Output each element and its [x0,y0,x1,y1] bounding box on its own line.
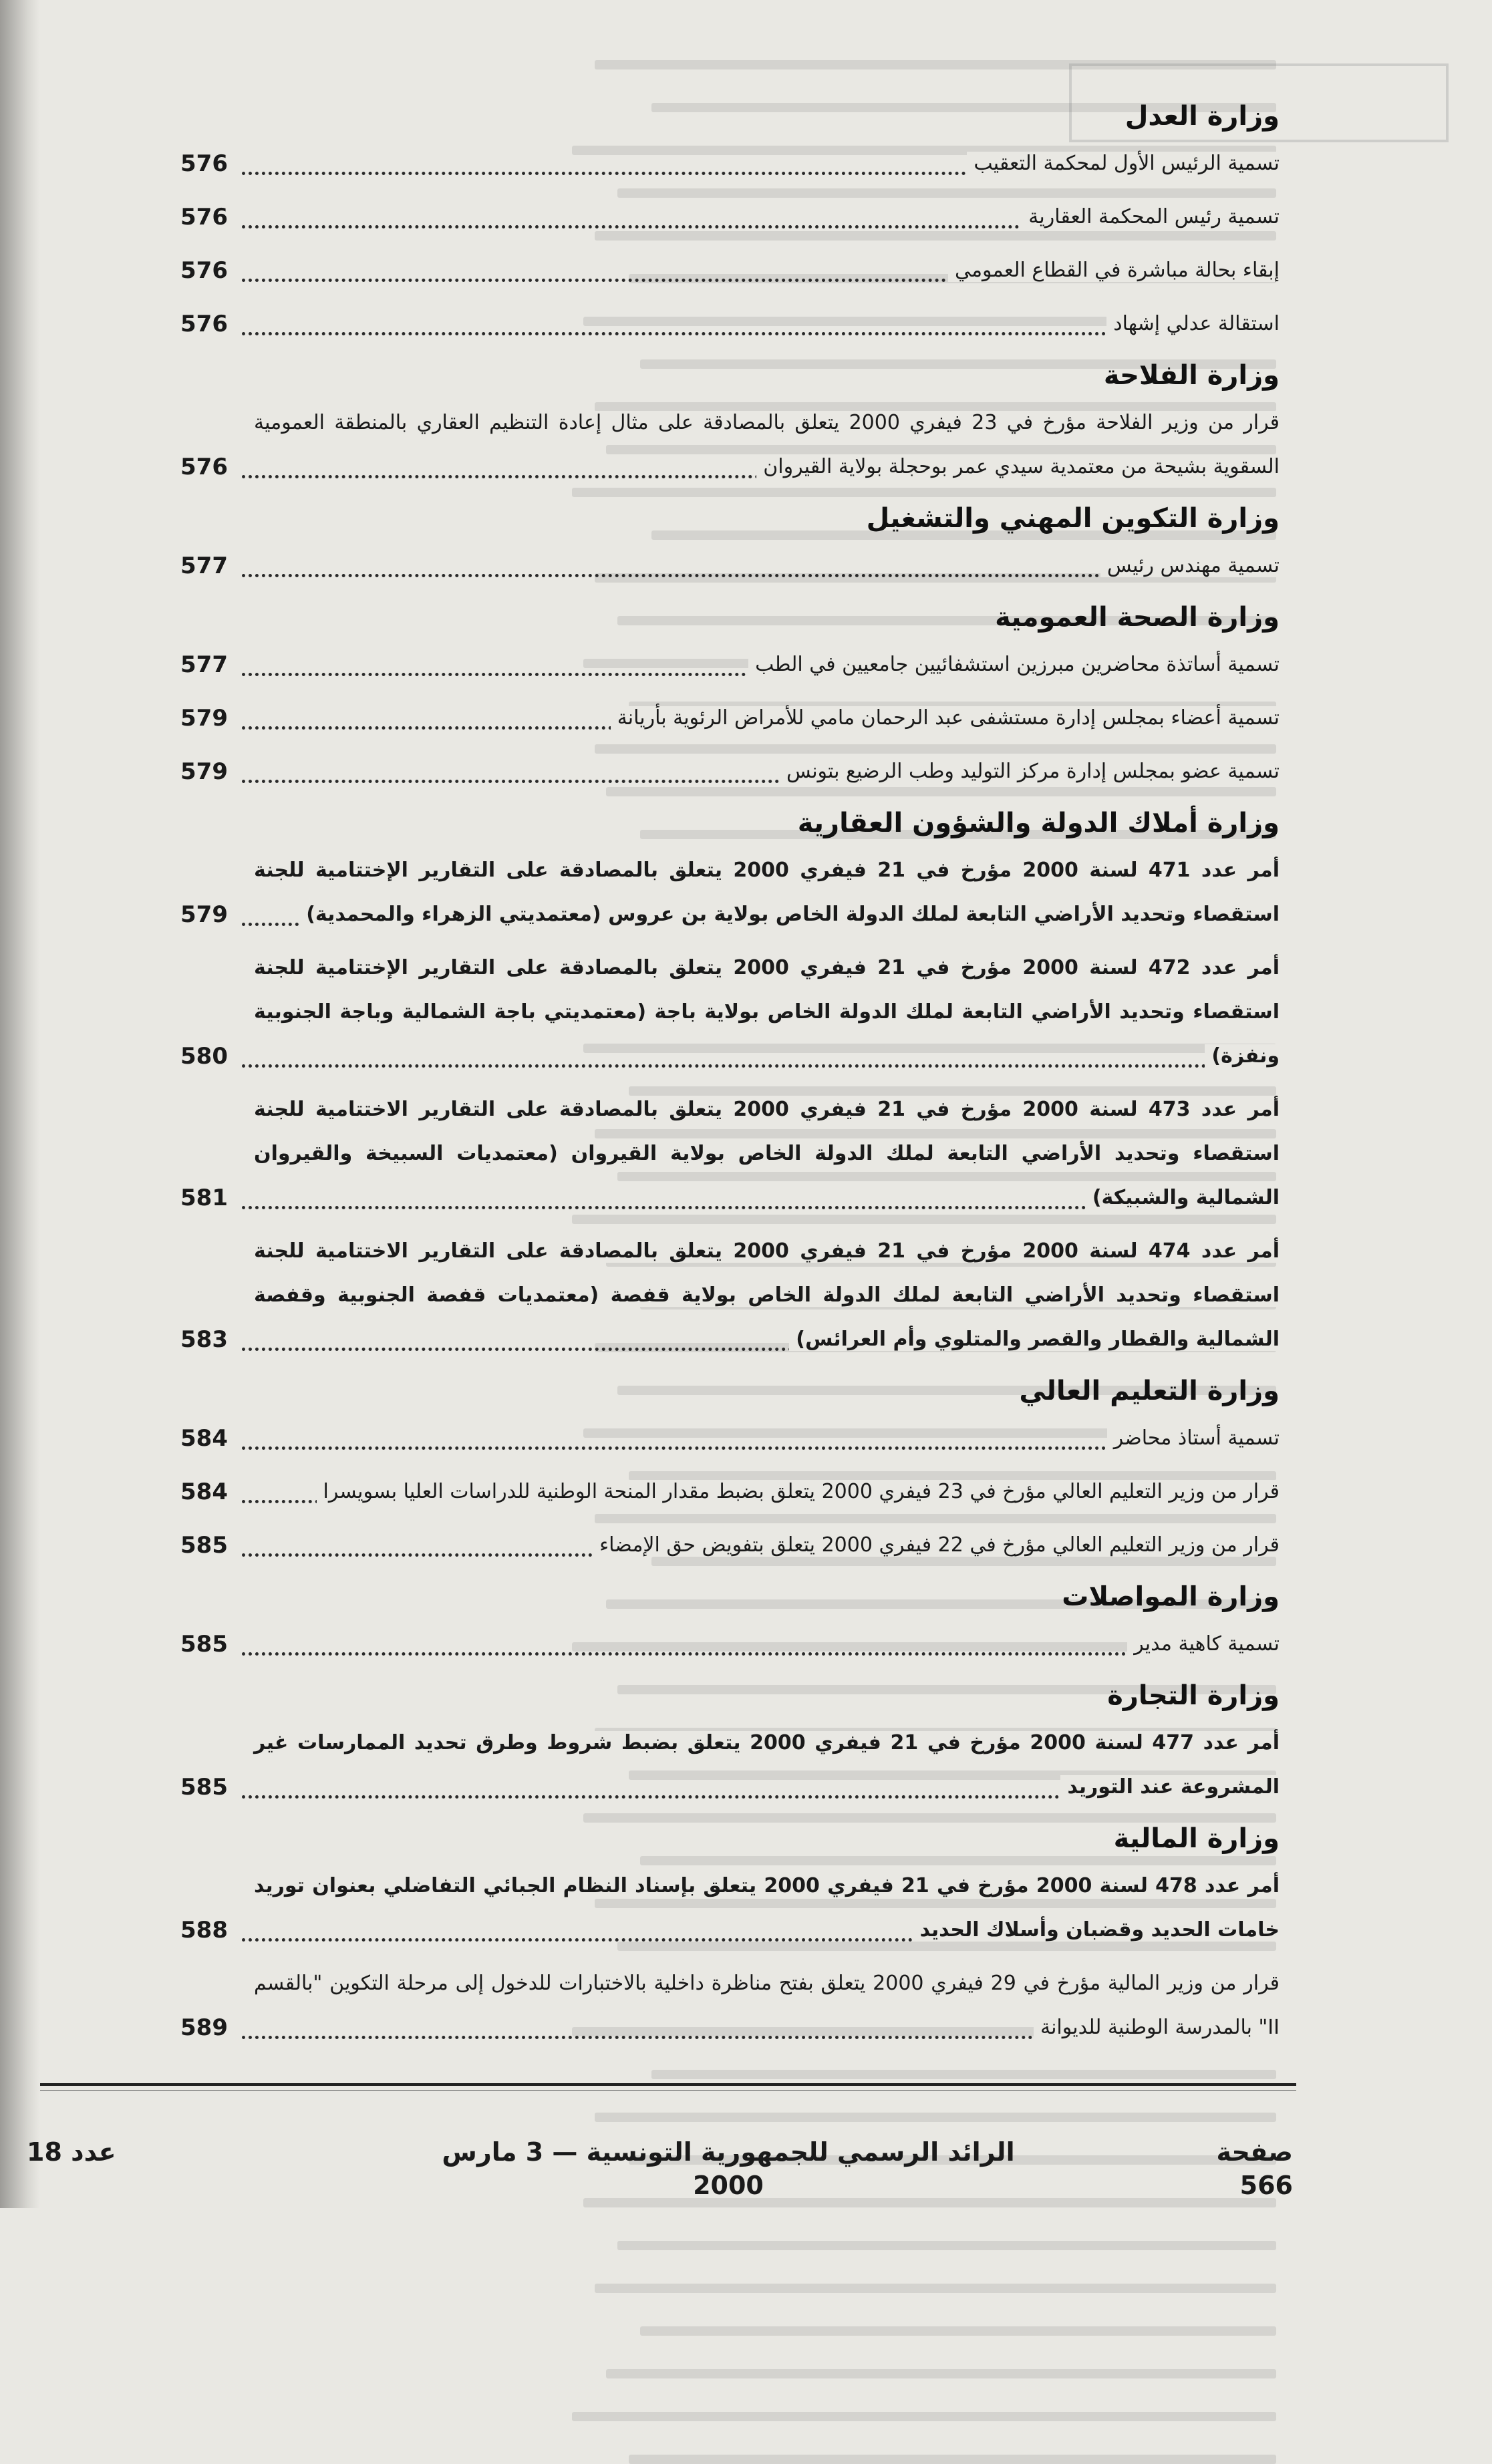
entry-title: قرار من وزير المالية مؤرخ في 29 فيفري 2000 يتعلق بفتح مناظرة داخلية بالاختبارات للدخول إلى مرحلة التكوين "بالقسم II" بالمدرسة الوطنية للديوانة [254,1972,1280,2039]
toc-section [180,1819,1280,2050]
toc-entry [180,1416,1280,1460]
footer-rule-thin [40,2090,1296,2091]
toc-entry [180,750,1280,794]
entry-title: تسمية أعضاء بمجلس إدارة مستشفى عبد الرحمان مامي للأمراض الرئوية بأريانة [611,706,1280,730]
toc-section [180,355,1280,489]
entry-page-number: 576 [180,454,228,480]
entry-title: تسمية الرئيس الأول لمحكمة التعقيب [967,152,1280,175]
entry-page-number: 579 [180,901,228,928]
toc-entry [180,302,1280,346]
toc-entry [180,1523,1280,1567]
ministry-heading: وزارة المالية [1113,1823,1280,1854]
ministry-heading: وزارة المواصلات [1062,1581,1280,1612]
entry-page-number: 585 [180,1532,228,1559]
toc-entry [180,195,1280,239]
entry-title: أمر عدد 471 لسنة 2000 مؤرخ في 21 فيفري 2000 يتعلق بالمصادقة على التقارير الإختتامية للجنة استقصاء وتحديد الأراضي التابعة لملك الدولة الخاص بولاية بن عروس (معتمديتي الزهراء والمحمدية) [254,859,1280,926]
toc-section [180,1676,1280,1809]
entry-title: أمر عدد 477 لسنة 2000 مؤرخ في 21 فيفري 2000 يتعلق بضبط شروط وطرق تحديد الممارسات غير المشروعة عند التوريد [254,1731,1280,1799]
toc-section [180,96,1280,346]
entry-title: تسمية أساتذة محاضرين مبرزين استشفائيين جامعيين في الطب [748,653,1280,676]
toc-section [180,597,1280,794]
footer-rule [40,2083,1296,2086]
entry-page-number: 584 [180,1425,228,1452]
footer-page-label: صفحة 566 [1216,2137,1293,2200]
entry-page-number: 585 [180,1774,228,1801]
ministry-heading: وزارة أملاك الدولة والشؤون العقارية [797,808,1280,838]
entry-page-number: 577 [180,651,228,678]
entry-page-number: 588 [180,1917,228,1944]
entry-page-number: 580 [180,1043,228,1070]
entry-title: تسمية رئيس المحكمة العقارية [1022,205,1280,228]
toc-entry [180,1088,1280,1220]
entry-page-number: 576 [180,204,228,230]
entry-title: قرار من وزير الفلاحة مؤرخ في 23 فيفري 2000 يتعلق بالمصادقة على مثال إعادة التنظيم العقاري بالمنطقة العمومية السقوية بشيحة من معتمدية سيدي عمر بوحجلة بولاية القيروان [254,411,1280,478]
table-of-contents [180,87,1280,2059]
footer-issue: عدد 18 [27,2137,116,2167]
dot-leader [242,1652,1280,1656]
entry-title: قرار من وزير التعليم العالي مؤرخ في 23 فيفري 2000 يتعلق بضبط مقدار المنحة الوطنية للدراسات العليا بسويسرا [317,1480,1280,1503]
toc-entry [180,1962,1280,2050]
toc-entry [180,142,1280,186]
ministry-heading: وزارة التكوين المهني والتشغيل [866,503,1280,534]
entry-title: أمر عدد 478 لسنة 2000 مؤرخ في 21 فيفري 2000 يتعلق بإسناد النظام الجبائي التفاضلي بعنوان توريد خامات الحديد وقضبان وأسلاك الحديد [254,1874,1280,1942]
entry-page-number: 576 [180,150,228,177]
entry-page-number: 581 [180,1185,228,1211]
toc-entry [180,1864,1280,1952]
toc-section [180,803,1280,1362]
toc-entry [180,849,1280,937]
toc-entry [180,696,1280,740]
entry-title: قرار من وزير التعليم العالي مؤرخ في 22 فيفري 2000 يتعلق بتفويض حق الإمضاء [593,1533,1280,1557]
entry-title: تسمية أستاذ محاضر [1107,1426,1280,1450]
entry-page-number: 583 [180,1326,228,1353]
entry-title: أمر عدد 474 لسنة 2000 مؤرخ في 21 فيفري 2000 يتعلق بالمصادقة على التقارير الاختتامية للجنة استقصاء وتحديد الأراضي التابعة لملك الدولة الخاص بولاية قفصة (معتمديات قفصة الجنوبية وقفصة الشمالية والقطار والقصر والمتلوي وأم العرائس) [254,1239,1280,1351]
entry-title: تسمية عضو بمجلس إدارة مركز التوليد وطب الرضيع بتونس [780,760,1280,783]
toc-section [180,1577,1280,1666]
toc-entry [180,249,1280,293]
entry-title: تسمية كاهية مدير [1127,1632,1280,1656]
entry-title: أمر عدد 473 لسنة 2000 مؤرخ في 21 فيفري 2000 يتعلق بالمصادقة على التقارير الاختتامية للجنة استقصاء وتحديد الأراضي التابعة لملك الدولة الخاص بولاية القيروان (معتمديات السبيخة والقيروان الشمالية والشبيكة) [254,1098,1280,1209]
entry-page-number: 579 [180,758,228,785]
ministry-heading: وزارة التعليم العالي [1019,1376,1280,1406]
entry-page-number: 585 [180,1631,228,1658]
entry-title: أمر عدد 472 لسنة 2000 مؤرخ في 21 فيفري 2000 يتعلق بالمصادقة على التقارير الإختتامية للجنة استقصاء وتحديد الأراضي التابعة لملك الدولة الخاص بولاية باجة (معتمديتي باجة الشمالية وباجة الجنوبية ونفزة) [254,956,1280,1068]
toc-entry [180,1229,1280,1362]
entry-page-number: 576 [180,311,228,337]
toc-entry [180,1721,1280,1809]
ministry-heading: وزارة الفلاحة [1103,360,1280,391]
toc-entry [180,946,1280,1078]
ministry-heading: وزارة العدل [1125,101,1280,132]
entry-title: إبقاء بحالة مباشرة في القطاع العمومي [948,259,1280,282]
entry-page-number: 579 [180,705,228,732]
footer-publication: الرائد الرسمي للجمهورية التونسية — 3 مارس 2000 [442,2137,1015,2200]
ministry-heading: وزارة الصحة العمومية [995,602,1280,633]
toc-entry [180,401,1280,489]
entry-page-number: 576 [180,257,228,284]
entry-page-number: 589 [180,2014,228,2041]
toc-entry [180,1470,1280,1514]
toc-section [180,1371,1280,1567]
dot-leader [242,1064,1280,1068]
scan-edge-shadow [0,0,40,2208]
entry-title: استقالة عدلي إشهاد [1106,312,1280,335]
entry-page-number: 584 [180,1479,228,1505]
toc-entry [180,544,1280,588]
toc-section [180,498,1280,588]
entry-page-number: 577 [180,553,228,579]
toc-entry [180,1622,1280,1666]
entry-title: تسمية مهندس رئيس [1100,554,1280,577]
ministry-heading: وزارة التجارة [1107,1680,1280,1711]
toc-entry [180,643,1280,687]
